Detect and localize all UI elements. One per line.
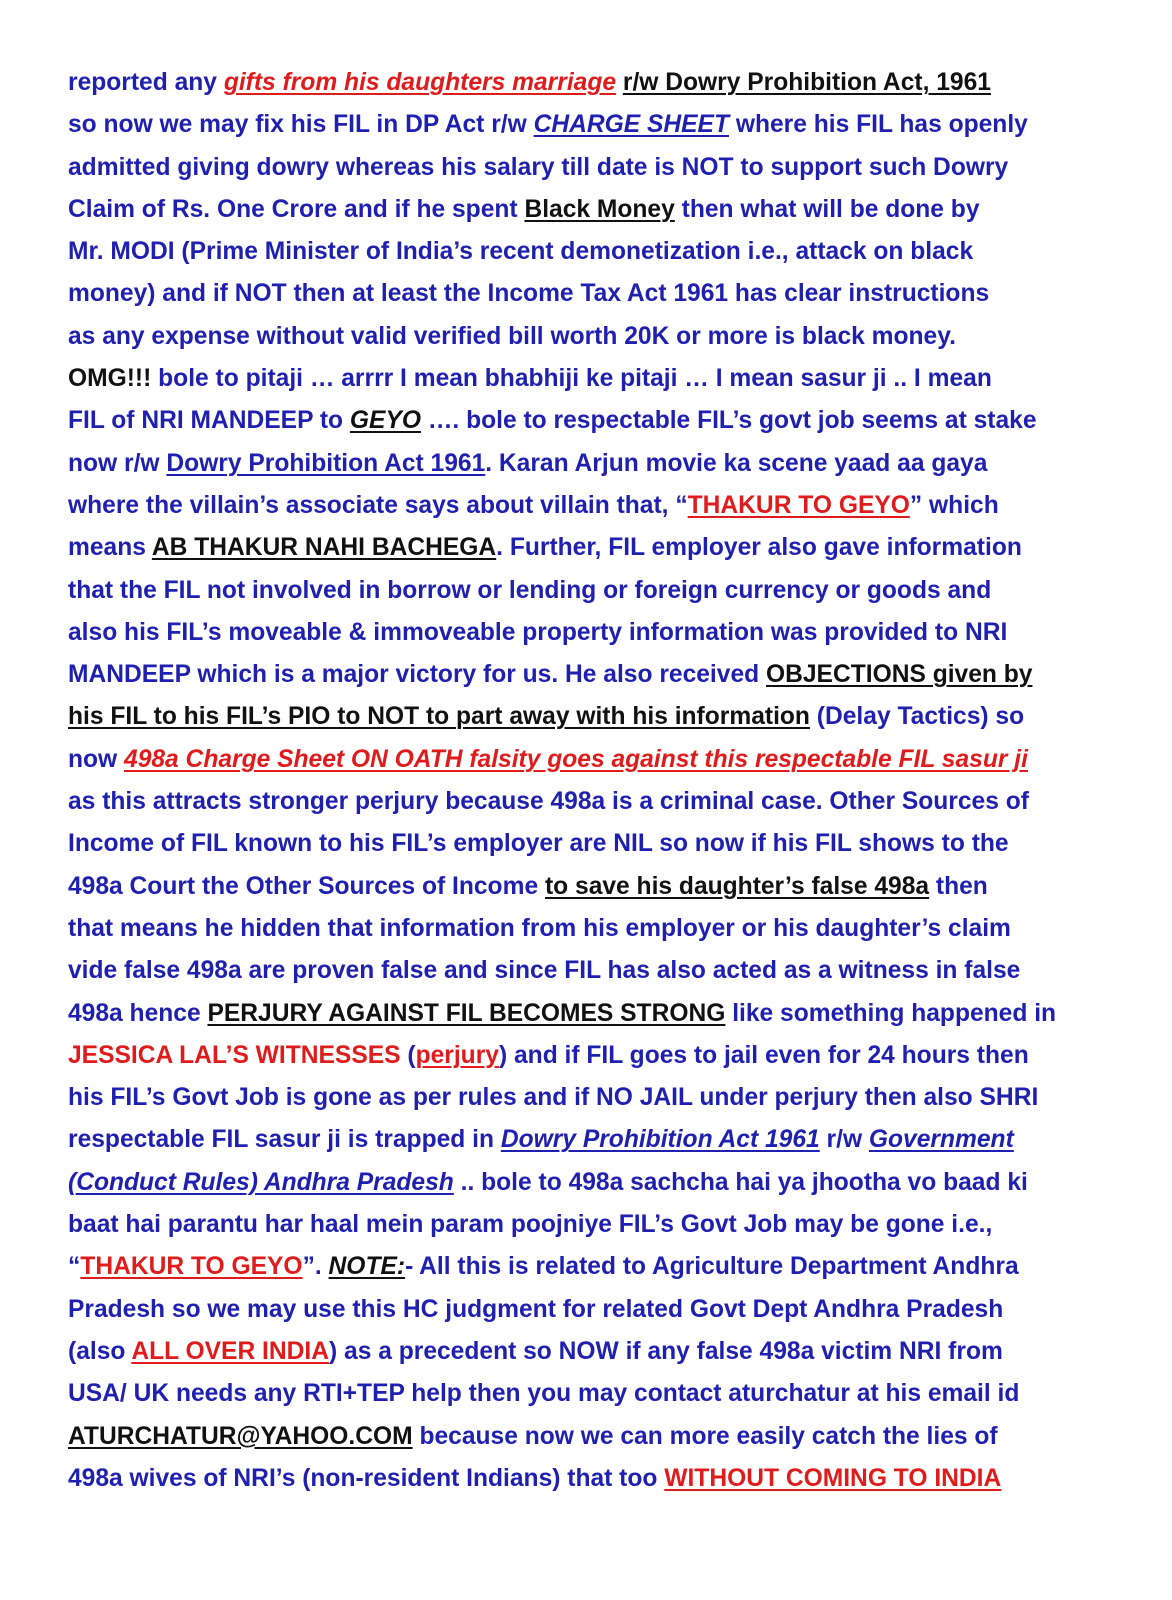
highlighted-text-run: gifts from his daughters marriage: [223, 69, 617, 96]
text-line: [68, 654, 1086, 696]
text-run: his FIL’s Govt Job is gone as per rules and if NO JAIL under perjury then also SHRI: [68, 1084, 1039, 1112]
text-run: Mr. MODI (Prime Minister of India’s recent demonetization i.e., attack on black: [68, 238, 974, 266]
text-run: baat hai parantu har haal mein param poojniye FIL’s Govt Job may be gone i.e.,: [68, 1211, 993, 1239]
text-run: Pradesh so we may use this HC judgment for related Govt Dept Andhra Pradesh: [68, 1295, 1004, 1323]
text-run: FIL of NRI MANDEEP to: [68, 407, 350, 435]
text-line: [68, 1204, 1086, 1246]
underlined-text-run: PERJURY AGAINST FIL BECOMES STRONG: [207, 999, 726, 1027]
text-run: respectable FIL sasur ji is trapped in: [68, 1126, 501, 1154]
text-run: USA/ UK needs any RTI+TEP help then you may contact aturchatur at his email id: [68, 1380, 1020, 1408]
underlined-text-run: GEYO: [349, 407, 421, 435]
text-run: 498a wives of NRI’s (non-resident Indians) that too: [68, 1464, 665, 1492]
text-line: [68, 485, 1086, 527]
text-run: .. bole to 498a sachcha hai ya jhootha vo baad ki: [453, 1168, 1028, 1196]
text-line: [68, 1458, 1086, 1500]
highlighted-text-run: perjury: [415, 1041, 499, 1069]
text-run: . Karan Arjun movie ka scene yaad aa gaya: [485, 449, 988, 477]
text-line: [68, 781, 1086, 823]
text-line: [68, 866, 1086, 908]
text-run: as this attracts stronger perjury because 498a is a criminal case. Other Sources of: [68, 788, 1029, 816]
highlighted-text-run: WITHOUT COMING TO INDIA: [664, 1464, 1002, 1492]
text-run: that means he hidden that information from his employer or his daughter’s claim: [68, 914, 1011, 942]
underlined-text-run: his FIL to his FIL’s PIO to NOT to part away with his information: [68, 703, 810, 731]
text-run: 498a Court the Other Sources of Income: [68, 872, 545, 900]
text-run: that the FIL not involved in borrow or lending or foreign currency or goods and: [68, 576, 992, 604]
text-line: [68, 189, 1086, 231]
text-line: [68, 1035, 1086, 1077]
text-run: ) as a precedent so NOW if any false 498a victim NRI from: [329, 1337, 1003, 1365]
text-line: [68, 147, 1086, 189]
text-line: [68, 443, 1086, 485]
text-run: MANDEEP which is a major victory for us. He also received: [68, 661, 766, 689]
text-run: as any expense without valid verified bill worth 20K or more is black money.: [68, 322, 956, 350]
text-run: now r/w: [68, 449, 167, 477]
text-line: [68, 696, 1086, 738]
text-run: bole to pitaji … arrrr I mean bhabhiji ke pitaji … I mean sasur ji .. I mean: [151, 365, 992, 393]
underlined-text-run: to save his daughter’s false 498a: [544, 872, 930, 900]
text-run: where the villain’s associate says about villain that, “: [68, 491, 688, 519]
text-line: [68, 1246, 1086, 1288]
text-run: then: [929, 872, 988, 900]
text-run: Income of FIL known to his FIL’s employer are NIL so now if his FIL shows to the: [68, 830, 1009, 858]
text-line: [68, 993, 1086, 1035]
text-run: (: [400, 1041, 416, 1069]
text-line: [68, 316, 1086, 358]
text-line: [68, 1289, 1086, 1331]
text-line: [68, 908, 1086, 950]
text-run: [616, 69, 623, 96]
text-run: …. bole to respectable FIL’s govt job seems at stake: [421, 407, 1037, 435]
underlined-text-run: Dowry Prohibition Act 1961: [166, 449, 486, 477]
text-line: [68, 400, 1086, 442]
document-body: [68, 62, 1086, 1500]
text-run: r/w: [819, 1126, 869, 1154]
underlined-text-run: NOTE:: [328, 1253, 406, 1281]
text-run: reported any: [68, 69, 224, 96]
text-line: [68, 62, 1086, 104]
text-run: then what will be done by: [674, 195, 980, 223]
text-line: [68, 1162, 1086, 1204]
text-line: [68, 1373, 1086, 1415]
text-line: [68, 273, 1086, 315]
text-line: [68, 104, 1086, 146]
text-run: OMG!!!: [68, 365, 152, 393]
email-address: ATURCHATUR@YAHOO.COM: [68, 1422, 413, 1450]
text-line: [68, 612, 1086, 654]
text-run: Claim of Rs. One Crore and if he spent: [68, 195, 525, 223]
text-line: [68, 358, 1086, 400]
text-run: so now we may fix his FIL in DP Act r/w: [68, 111, 534, 139]
text-line: [68, 823, 1086, 865]
text-run: where his FIL has openly: [728, 111, 1028, 139]
text-line: [68, 231, 1086, 273]
underlined-text-run: (Conduct Rules) Andhra Pradesh: [68, 1168, 454, 1196]
underlined-text-run: Government: [868, 1126, 1014, 1154]
text-line: [68, 570, 1086, 612]
highlighted-text-run: ALL OVER INDIA: [131, 1337, 330, 1365]
text-run: vide false 498a are proven false and since FIL has also acted as a witness in false: [68, 957, 1021, 985]
text-run: admitted giving dowry whereas his salary till date is NOT to support such Dowry: [68, 153, 1009, 181]
highlighted-text-run: THAKUR TO GEYO: [80, 1253, 303, 1281]
text-run: (also: [68, 1337, 132, 1365]
text-run: like something happened in: [725, 999, 1057, 1027]
underlined-text-run: AB THAKUR NAHI BACHEGA: [151, 534, 497, 562]
text-run: because now we can more easily catch the lies of: [412, 1422, 998, 1450]
text-run: also his FIL’s moveable & immoveable property information was provided to NRI: [68, 618, 1008, 646]
highlighted-text-run: JESSICA LAL’S WITNESSES: [68, 1041, 401, 1069]
text-run: - All this is related to Agriculture Department Andhra: [405, 1253, 1019, 1281]
text-run: 498a hence: [68, 999, 208, 1027]
underlined-text-run: Dowry Prohibition Act 1961: [500, 1126, 820, 1154]
highlighted-text-run: 498a Charge Sheet ON OATH falsity goes against this respectable FIL sasur ji: [124, 745, 1028, 773]
text-line: [68, 1331, 1086, 1373]
text-run: now: [68, 745, 125, 773]
text-run: “: [68, 1253, 81, 1281]
text-run: money) and if NOT then at least the Income Tax Act 1961 has clear instructions: [68, 280, 990, 308]
text-line: [68, 527, 1086, 569]
underlined-text-run: CHARGE SHEET: [533, 111, 729, 139]
highlighted-text-run: THAKUR TO GEYO: [687, 491, 910, 519]
underlined-text-run: OBJECTIONS given by: [765, 661, 1033, 689]
text-line: [68, 739, 1086, 781]
text-run: ” which: [909, 491, 999, 519]
text-line: [68, 1077, 1086, 1119]
text-run: . Further, FIL employer also gave information: [496, 534, 1022, 562]
underlined-text-run: Black Money: [524, 195, 675, 223]
underlined-text-run: r/w Dowry Prohibition Act, 1961: [622, 69, 991, 96]
text-run: ”.: [302, 1253, 329, 1281]
text-run: (Delay Tactics) so: [809, 703, 1025, 731]
text-line: [68, 1416, 1086, 1458]
text-run: ) and if FIL goes to jail even for 24 hours then: [498, 1041, 1029, 1069]
text-line: [68, 1119, 1086, 1161]
text-line: [68, 950, 1086, 992]
text-run: means: [68, 534, 152, 562]
